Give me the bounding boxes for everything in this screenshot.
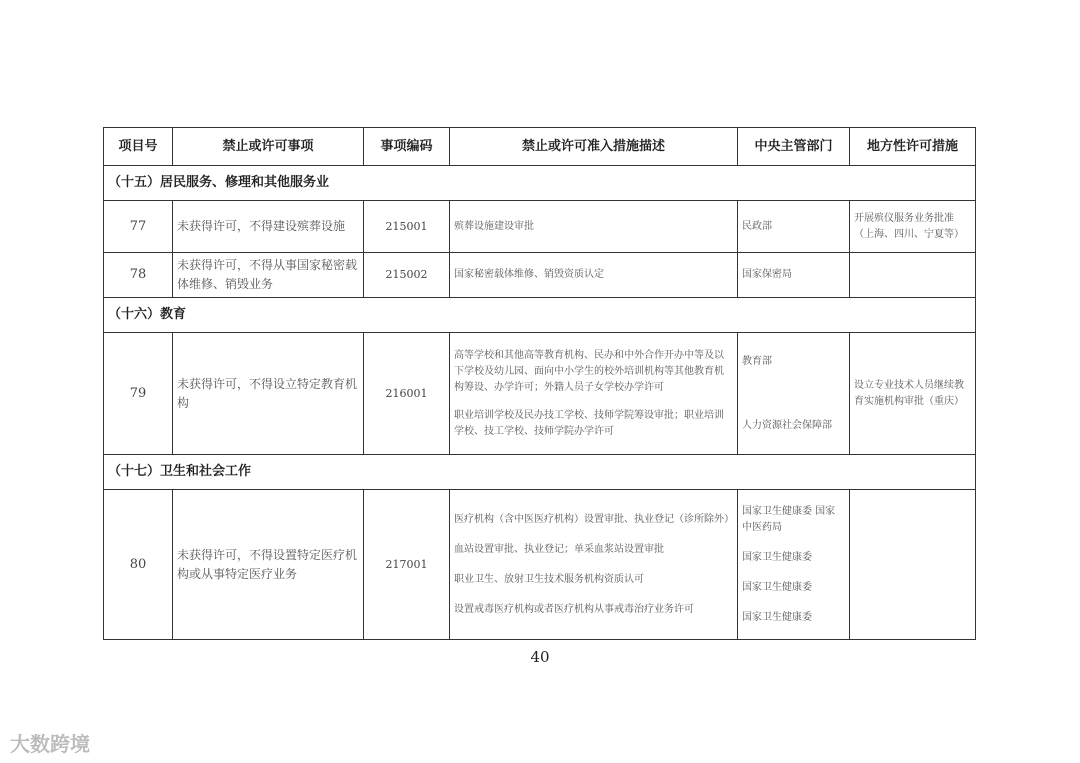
section-row: [104, 455, 976, 490]
item-name: 未获得许可，不得设置特定医疗机构或从事特定医疗业务: [173, 490, 364, 640]
desc-line: 职业培训学校及民办技工学校、技师学院筹设审批；职业培训学校、技工学校、技师学院办学许可: [454, 409, 724, 437]
table-row: [104, 490, 976, 640]
desc-line: 职业卫生、放射卫生技术服务机构资质认可: [454, 573, 644, 585]
item-number: 79: [104, 333, 173, 455]
item-code: 215002: [364, 253, 450, 298]
negative-list-table: [103, 127, 976, 640]
header-cell: 禁止或许可事项: [173, 128, 364, 166]
item-local: [850, 253, 976, 298]
dept-line: 人力资源社会保障部: [742, 419, 832, 431]
section-row: [104, 166, 976, 201]
page-number: 40: [530, 648, 550, 666]
section-title: （十六）教育: [104, 298, 976, 333]
header-cell: 事项编码: [364, 128, 450, 166]
section-row: [104, 298, 976, 333]
dept-line: 教育部: [742, 355, 772, 367]
desc-line: 医疗机构（含中医医疗机构）设置审批、执业登记（诊所除外）: [454, 513, 734, 525]
item-local: 开展殡仪服务业务批准（上海、四川、宁夏等）: [850, 201, 976, 253]
section-title: （十五）居民服务、修理和其他服务业: [104, 166, 976, 201]
item-number: 77: [104, 201, 173, 253]
item-desc: [450, 490, 738, 640]
item-dept: [738, 333, 850, 455]
item-code: 216001: [364, 333, 450, 455]
item-desc: 殡葬设施建设审批: [450, 201, 738, 253]
header-cell: 中央主管部门: [738, 128, 850, 166]
desc-line: 设置戒毒医疗机构或者医疗机构从事戒毒治疗业务许可: [454, 603, 694, 615]
desc-line: 高等学校和其他高等教育机构、民办和中外合作开办中等及以下学校及幼儿园、面向中小学生的校外培训机构等其他教育机构筹设、办学许可；外籍人员子女学校办学许可: [454, 349, 724, 393]
table-row: [104, 201, 976, 253]
item-code: 215001: [364, 201, 450, 253]
item-desc: [450, 333, 738, 455]
item-name: 未获得许可，不得从事国家秘密载体维修、销毁业务: [173, 253, 364, 298]
header-cell: 地方性许可措施: [850, 128, 976, 166]
dept-line: 国家卫生健康委 国家中医药局: [742, 505, 836, 533]
section-title: （十七）卫生和社会工作: [104, 455, 976, 490]
dept-line: 国家卫生健康委: [742, 551, 812, 563]
item-name: 未获得许可，不得建设殡葬设施: [173, 201, 364, 253]
item-name: 未获得许可，不得设立特定教育机构: [173, 333, 364, 455]
item-code: 217001: [364, 490, 450, 640]
table-row: [104, 333, 976, 455]
item-desc: 国家秘密载体维修、销毁资质认定: [450, 253, 738, 298]
item-dept: [738, 490, 850, 640]
desc-line: 血站设置审批、执业登记；单采血浆站设置审批: [454, 543, 664, 555]
dept-line: 国家卫生健康委: [742, 611, 812, 623]
item-dept: 民政部: [738, 201, 850, 253]
item-local: 设立专业技术人员继续教育实施机构审批（重庆）: [850, 333, 976, 455]
item-number: 80: [104, 490, 173, 640]
dept-line: 国家卫生健康委: [742, 581, 812, 593]
watermark: 大数跨境: [10, 732, 90, 756]
header-row: [104, 128, 976, 166]
item-dept: 国家保密局: [738, 253, 850, 298]
header-cell: 禁止或许可准入措施描述: [450, 128, 738, 166]
table-row: [104, 253, 976, 298]
item-number: 78: [104, 253, 173, 298]
header-cell: 项目号: [104, 128, 173, 166]
item-local: [850, 490, 976, 640]
